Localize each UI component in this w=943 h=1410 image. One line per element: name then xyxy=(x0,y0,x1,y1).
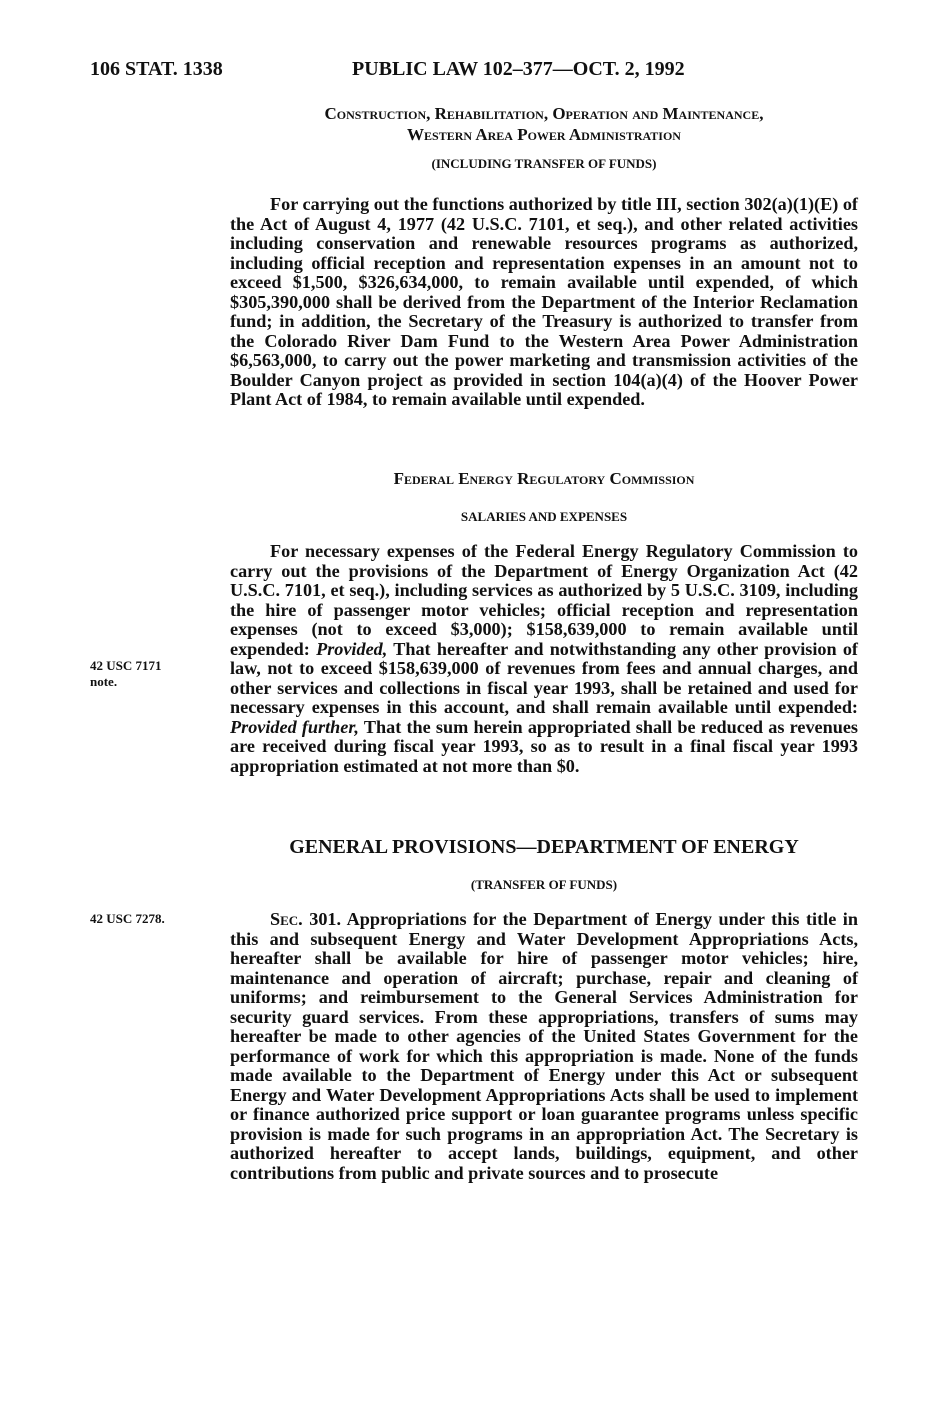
ferc-heading: Federal Energy Regulatory Commission xyxy=(393,469,695,488)
ferc-subheading-wrap xyxy=(230,509,858,525)
ferc-text-part1: For necessary expenses of the Federal Energy Regulatory Commission to carry out the provisions of the Department of Energy Organization Act (42 U.S.C. 7101, et seq.), including services as authorized by 5 U.S.C. 3109, including the hire of passenger motor vehicles; official reception and representation expenses (not to exceed $3,000); $158,639,000 to remain available until expended: xyxy=(230,541,858,659)
ferc-subheading: SALARIES AND EXPENSES xyxy=(460,509,628,524)
sec-301-paragraph xyxy=(230,910,858,1183)
ferc-paragraph-wrap xyxy=(230,542,858,776)
wapa-section xyxy=(230,103,858,145)
sec-301-paragraph-wrap xyxy=(230,910,858,1183)
ferc-text-part2: That hereafter and notwithstanding any other provision of law, not to exceed $158,639,000 of revenues from fees and annual charges, and other services and collections in fiscal year 1993, shall be retained and used for necessary expenses in this account, and shall remain available until expended: xyxy=(230,638,858,717)
margin-note-7171: 42 USC 7171 note. xyxy=(90,658,162,689)
ferc-paragraph xyxy=(230,542,858,776)
provided-further-term: Provided further, xyxy=(230,716,359,737)
general-provisions-heading-wrap xyxy=(230,835,858,859)
ferc-text-part3: That the sum herein appropriated shall be reduced as revenues are received during fiscal year 1993, so as to result in a final fiscal year 1993 appropriation estimated at not more than $0. xyxy=(230,716,858,776)
page-header xyxy=(90,58,870,88)
wapa-heading: Construction, Rehabilitation, Operation and Maintenance, Western Area Power Administration xyxy=(324,104,764,144)
margin-note-7278: 42 USC 7278. xyxy=(90,911,165,926)
wapa-paragraph: For carrying out the functions authorized by title III, section 302(a)(1)(E) of the Act of August 4, 1977 (42 U.S.C. 7101, et seq.), and other related activities including conservation and renewable resources programs as authorized, including official reception and representation expenses in an amount not to exceed $1,500, $326,634,000, to remain available until expended, of which $305,390,000 shall be derived from the Department of the Interior Reclamation fund; in addition, the Secretary of the Treasury is authorized to transfer from the Colorado River Dam Fund to the Western Area Power Administration $6,563,000, to carry out the power marketing and transmission activities of the Boulder Canyon project as provided in section 104(a)(4) of the Hoover Power Plant Act of 1984, to remain available until expended. xyxy=(230,194,858,409)
sec-301-label: Sec. 301. xyxy=(270,909,342,929)
wapa-subheading-wrap xyxy=(230,156,858,172)
provided-term: Provided, xyxy=(316,638,388,659)
wapa-subheading: (INCLUDING TRANSFER OF FUNDS) xyxy=(431,156,657,171)
stat-page-number: 106 STAT. 1338 xyxy=(90,58,223,80)
ferc-heading-wrap xyxy=(230,468,858,489)
public-law-citation: PUBLIC LAW 102–377—OCT. 2, 1992 xyxy=(352,58,685,80)
transfer-subheading-wrap xyxy=(230,877,858,893)
transfer-subheading: (TRANSFER OF FUNDS) xyxy=(470,877,618,892)
sec-301-text: Appropriations for the Department of Energy under this title in this and subsequent Energy and Water Development Appropriations Acts, hereafter shall be available for hire of passenger motor vehicles; hire, maintenance and operation of aircraft; purchase, repair and cleaning of uniforms; and reimbursement to the General Services Administration for security guard services. From these appropriations, transfers of sums may hereafter be made to other agencies of the United States Government for the performance of work for which this appropriation is made. None of the funds made available to the Department of Energy under this Act or subsequent Energy and Water Development Appropriations Acts shall be used to implement or finance authorized price support or loan guarantee programs unless specific provision is made for such programs in an appropriation Act. The Secretary is authorized hereafter to accept lands, buildings, equipment, and other contributions from public and private sources and to prosecute xyxy=(230,909,858,1183)
general-provisions-heading: GENERAL PROVISIONS—DEPARTMENT OF ENERGY xyxy=(289,836,799,858)
wapa-paragraph-wrap xyxy=(230,195,858,410)
